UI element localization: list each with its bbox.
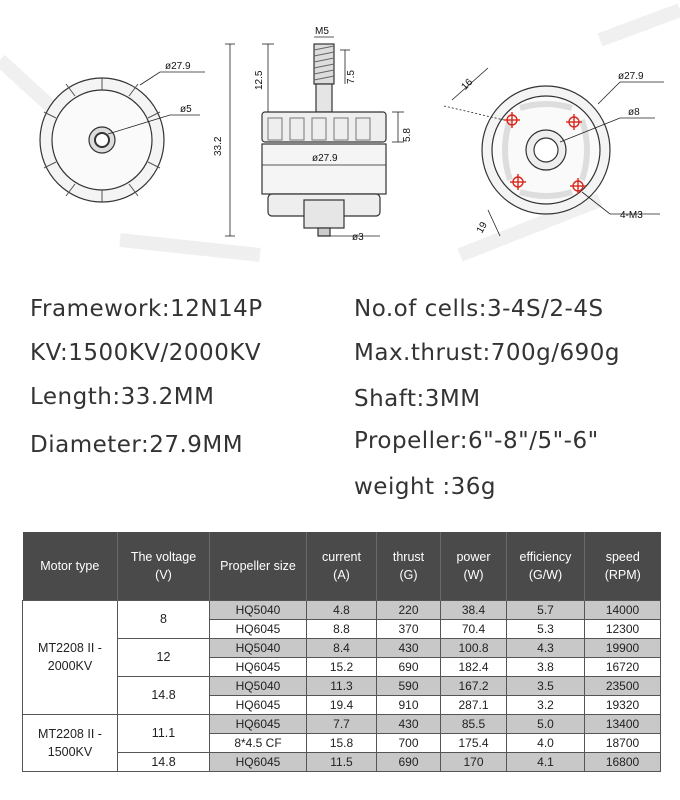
data-cell: 7.7 [307,714,377,733]
front-view [40,72,205,202]
data-cell: 11.5 [307,752,377,771]
data-cell: 8*4.5 CF [210,733,307,752]
data-cell: HQ6045 [210,619,307,638]
data-cell: 15.2 [307,657,377,676]
data-cell: 167.2 [441,676,507,695]
table-row [23,638,661,657]
spec-propeller: Propeller:6"-8"/5"-6" [354,428,599,454]
data-cell: 170 [441,752,507,771]
back-screws-label: 4-M3 [620,210,643,221]
column-header-unit: (G) [399,567,418,582]
spec-diameter: Diameter:27.9MM [30,432,244,458]
data-cell: 287.1 [441,695,507,714]
data-cell: 70.4 [441,619,507,638]
data-cell: 220 [377,600,441,619]
back-spacing-16-label: 16 [459,76,476,93]
column-header-title: efficiency [519,549,572,564]
table-header-row [23,532,661,600]
data-cell: 14000 [585,600,661,619]
back-diameter-label: ø27.9 [618,71,644,82]
data-cell: HQ5040 [210,600,307,619]
data-cell: 3.5 [507,676,585,695]
column-header [585,532,661,600]
data-cell: 590 [377,676,441,695]
spec-kv: KV:1500KV/2000KV [30,340,262,366]
data-cell: 430 [377,714,441,733]
data-cell: 15.8 [307,733,377,752]
data-cell: HQ6045 [210,657,307,676]
column-header-unit: (A) [333,567,350,582]
data-cell: 5.0 [507,714,585,733]
data-cell: 4.8 [307,600,377,619]
voltage-cell: 8 [118,600,210,638]
data-cell: 370 [377,619,441,638]
column-header [210,532,307,600]
motor-model: MT2208 II - [38,726,102,741]
data-cell: 430 [377,638,441,657]
data-cell: 700 [377,733,441,752]
table-row [23,676,661,695]
performance-table-container [22,532,660,772]
table-row [23,752,661,771]
data-cell: 11.3 [307,676,377,695]
data-cell: 5.7 [507,600,585,619]
data-cell: 13400 [585,714,661,733]
data-cell: 8.8 [307,619,377,638]
side-thread-label: M5 [315,26,329,37]
data-cell: HQ6045 [210,695,307,714]
data-cell: 4.3 [507,638,585,657]
data-cell: 690 [377,752,441,771]
spec-length: Length:33.2MM [30,384,215,410]
data-cell: HQ6045 [210,714,307,733]
column-header [23,532,118,600]
data-cell: 16720 [585,657,661,676]
side-diameter-label: ø27.9 [312,153,338,164]
data-cell: 4.1 [507,752,585,771]
data-cell: 3.2 [507,695,585,714]
column-header-title: power [456,549,491,564]
column-header-title: current [322,549,361,564]
data-cell: 18700 [585,733,661,752]
motor-kv: 2000KV [47,659,93,673]
data-cell: 38.4 [441,600,507,619]
data-cell: 19900 [585,638,661,657]
side-thread-length-label: 7.5 [346,70,357,84]
voltage-cell: 12 [118,638,210,676]
column-header-title: Motor type [40,558,100,573]
data-cell: 23500 [585,676,661,695]
spec-shaft: Shaft:3MM [354,386,481,412]
data-cell: 4.0 [507,733,585,752]
column-header-title: Propeller size [220,558,296,573]
table-body [23,600,661,771]
column-header-title: thrust [392,549,425,564]
data-cell: 690 [377,657,441,676]
voltage-cell: 14.8 [118,752,210,771]
back-spacing-19-label: 19 [474,220,490,236]
data-cell: 910 [377,695,441,714]
data-cell: 8.4 [307,638,377,657]
column-header-unit: (RPM) [604,567,641,582]
data-cell: 19320 [585,695,661,714]
column-header [118,532,210,600]
data-cell: 182.4 [441,657,507,676]
performance-table [22,532,661,772]
column-header [307,532,377,600]
spec-cells: No.of cells:3-4S/2-4S [354,296,604,322]
table-row [23,600,661,619]
column-header-unit: (V) [155,567,172,582]
back-center-label: ø8 [628,107,640,118]
data-cell: HQ5040 [210,638,307,657]
voltage-cell: 14.8 [118,676,210,714]
side-view [225,37,404,236]
column-header-unit: (G/W) [528,567,563,582]
motor-type-cell [23,600,118,714]
data-cell: 175.4 [441,733,507,752]
side-bell-height-label: 5.8 [402,128,413,142]
data-cell: HQ6045 [210,752,307,771]
data-cell: 3.8 [507,657,585,676]
side-height-top-label: 12.5 [254,70,265,90]
data-cell: 19.4 [307,695,377,714]
table-row [23,714,661,733]
front-diameter-label: ø27.9 [165,61,191,72]
data-cell: 5.3 [507,619,585,638]
front-shaft-hole-label: ø5 [180,104,192,115]
data-cell: 12300 [585,619,661,638]
side-shaft-label: ø3 [352,232,364,243]
data-cell: 85.5 [441,714,507,733]
column-header-title: The voltage [130,549,197,564]
motor-type-cell [23,714,118,771]
column-header-unit: (W) [463,567,484,582]
data-cell: 100.8 [441,638,507,657]
column-header [441,532,507,600]
motor-drawings [0,0,680,285]
motor-model: MT2208 II - [38,641,102,655]
spec-framework: Framework:12N14P [30,296,263,322]
spec-weight: weight :36g [354,474,496,500]
column-header [507,532,585,600]
data-cell: 16800 [585,752,661,771]
data-cell: HQ5040 [210,676,307,695]
voltage-cell: 11.1 [118,714,210,752]
column-header-title: speed [605,549,640,564]
side-total-length-label: 33.2 [213,136,224,156]
spec-max-thrust: Max.thrust:700g/690g [354,340,620,366]
column-header [377,532,441,600]
motor-kv: 1500KV [47,744,93,759]
